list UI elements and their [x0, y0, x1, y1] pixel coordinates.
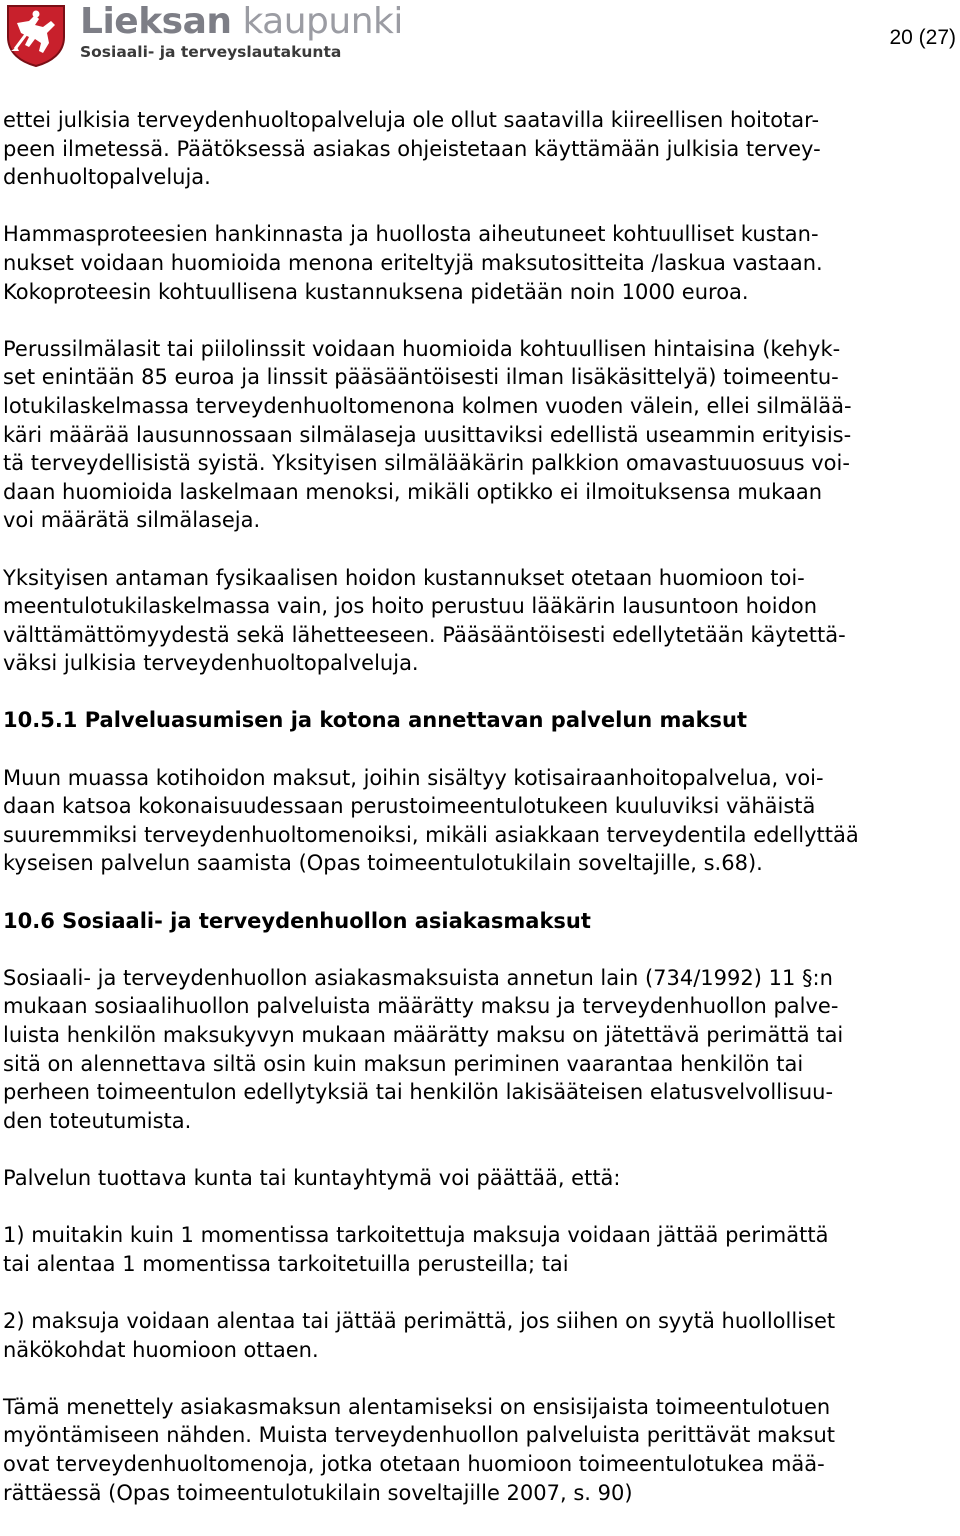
- paragraph-line: daan katsoa kokonaisuudessaan perustoimeentulotukeen kuuluviksi vähäistä: [3, 794, 816, 819]
- paragraph-line: kyseisen palvelun saamista (Opas toimeentulotukilain soveltajille, s.68).: [3, 851, 763, 876]
- paragraph-line: tä terveydellisistä syistä. Yksityisen silmälääkärin palkkion omavastuuosuus voi-: [3, 451, 850, 476]
- paragraph-line: Kokoproteesin kohtuullisena kustannuksena pidetään noin 1000 euroa.: [3, 279, 749, 304]
- paragraph-line: denhuoltopalveluja.: [3, 165, 211, 190]
- paragraph-line: ettei julkisia terveydenhuoltopalveluja ole ollut saatavilla kiireellisen hoitotar-: [3, 108, 820, 132]
- page-header: [0, 0, 960, 80]
- paragraph: [3, 1307, 960, 1364]
- section-heading: 10.5.1 Palveluasumisen ja kotona annettavan palvelun maksut: [3, 708, 748, 733]
- paragraph-line: peen ilmetessä. Päätöksessä asiakas ohjeistetaan käyttämään julkisia tervey-: [3, 136, 821, 161]
- paragraph-line: set enintään 85 euroa ja linssit pääsääntöisesti ilman lisäkäsittelyä) toimeentu-: [3, 365, 839, 390]
- paragraph-line: tai alentaa 1 momentissa tarkoitetuilla perusteilla; tai: [3, 1251, 569, 1276]
- brand-name-light: kaupunki: [231, 1, 403, 42]
- paragraph: [3, 335, 960, 535]
- paragraph: [3, 106, 960, 192]
- paragraph: [3, 1164, 960, 1193]
- paragraph-line: Hammasproteesien hankinnasta ja huollosta aiheutuneet kohtuulliset kustan-: [3, 222, 819, 247]
- paragraph-line: rättäessä (Opas toimeentulotukilain soveltajille 2007, s. 90): [3, 1480, 633, 1505]
- paragraph-line: Yksityisen antaman fysikaalisen hoidon kustannukset otetaan huomioon toi-: [3, 565, 805, 590]
- paragraph-line: sitä on alennettava siltä osin kuin maksun periminen vaarantaa henkilön tai: [3, 1051, 804, 1076]
- document-body: [3, 106, 960, 1536]
- paragraph-line: Palvelun tuottava kunta tai kuntayhtymä voi päättää, että:: [3, 1165, 621, 1190]
- paragraph: [3, 764, 960, 878]
- lieksa-coat-of-arms-icon: [5, 3, 67, 68]
- paragraph-line: perheen toimeentulon edellytyksiä tai henkilön lakisääteisen elatusvelvollisuu-: [3, 1080, 834, 1105]
- page-number: 20 (27): [889, 26, 956, 49]
- paragraph-line: Perussilmälasit tai piilolinssit voidaan huomioida kohtuullisen hintaisina (kehyk-: [3, 336, 841, 361]
- paragraph: [3, 1221, 960, 1278]
- paragraph: [3, 1393, 960, 1507]
- brand-name-bold: Lieksan: [80, 1, 232, 42]
- paragraph-line: Tämä menettely asiakasmaksun alentamiseksi on ensisijaista toimeentulotuen: [3, 1394, 831, 1419]
- paragraph-line: ovat terveydenhuoltomenoja, jotka otetaan huomioon toimeentulotukea mää-: [3, 1451, 825, 1476]
- paragraph-line: meentulotukilaskelmassa vain, jos hoito perustuu lääkärin lausuntoon hoidon: [3, 594, 818, 619]
- paragraph: [3, 564, 960, 678]
- paragraph-line: 1) muitakin kuin 1 momentissa tarkoitettuja maksuja voidaan jättää perimättä: [3, 1223, 829, 1248]
- paragraph-line: den toteutumista.: [3, 1108, 192, 1133]
- paragraph-line: suuremmiksi terveydenhuoltomenoiksi, mikäli asiakkaan terveydentila edellyttää: [3, 822, 859, 847]
- paragraph-line: Sosiaali- ja terveydenhuollon asiakasmaksuista annetun lain (734/1992) 11 §:n: [3, 965, 833, 990]
- paragraph-line: daan huomioida laskelmaan menoksi, mikäli optikko ei ilmoituksensa mukaan: [3, 479, 823, 504]
- paragraph-line: Muun muassa kotihoidon maksut, joihin sisältyy kotisairaanhoitopalvelua, voi-: [3, 765, 824, 790]
- paragraph-line: 2) maksuja voidaan alentaa tai jättää perimättä, jos siihen on syytä huollolliset: [3, 1308, 836, 1333]
- paragraph-line: väksi julkisia terveydenhuoltopalveluja.: [3, 651, 419, 676]
- paragraph-line: näkökohdat huomioon ottaen.: [3, 1337, 319, 1362]
- brand-name: [80, 2, 403, 42]
- paragraph-line: mukaan sosiaalihuollon palveluista määrätty maksu ja terveydenhuollon palve-: [3, 994, 839, 1019]
- paragraph: [3, 220, 960, 306]
- paragraph-line: voi määrätä silmälaseja.: [3, 508, 261, 533]
- paragraph: [3, 964, 960, 1136]
- paragraph-line: luista henkilön maksukyvyn mukaan määrätty maksu on jätettävä perimättä tai: [3, 1023, 844, 1047]
- organization-name: Sosiaali- ja terveyslautakunta: [80, 43, 342, 61]
- paragraph-line: lotukilaskelmassa terveydenhuoltomenona kolmen vuoden välein, ellei silmälää-: [3, 393, 852, 418]
- paragraph-line: myöntämiseen nähden. Muista terveydenhuollon palveluista perittävät maksut: [3, 1423, 835, 1448]
- paragraph-line: käri määrää lausunnossaan silmälaseja uusittaviksi edellistä useammin erityisis-: [3, 422, 852, 447]
- paragraph-line: nukset voidaan huomioida menona eriteltyjä maksutositteita /laskua vastaan.: [3, 250, 823, 275]
- paragraph-line: välttämättömyydestä sekä lähetteeseen. Pääsääntöisesti edellytetään käytettä-: [3, 622, 846, 647]
- section-heading: 10.6 Sosiaali- ja terveydenhuollon asiakasmaksut: [3, 908, 591, 933]
